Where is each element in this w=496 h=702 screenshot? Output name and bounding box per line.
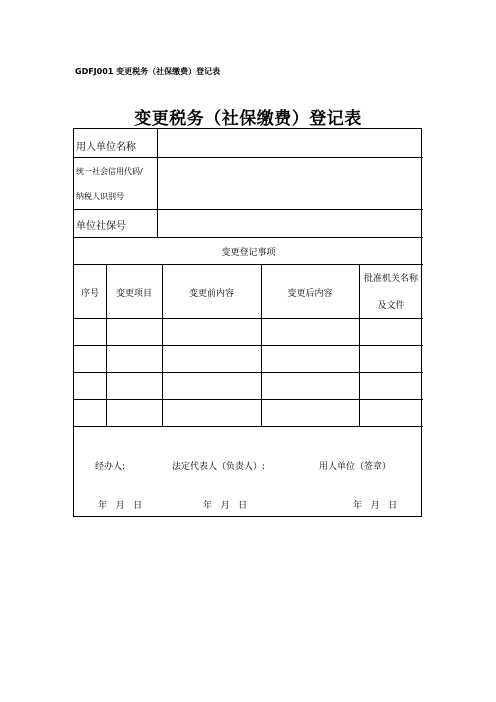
legal-representative-date: 年 月 日	[203, 501, 248, 511]
column-header-item: 变更项目	[115, 289, 152, 299]
table-row[interactable]	[74, 400, 423, 426]
column-header-after: 变更后内容	[287, 289, 333, 299]
employer-name-field[interactable]	[158, 130, 421, 156]
credit-code-field[interactable]	[158, 158, 421, 208]
column-header-before: 变更前内容	[188, 289, 234, 299]
section-title: 变更登记事项	[221, 248, 276, 258]
taxpayer-id-label: 纳税人识别号	[76, 192, 124, 201]
employer-seal-label: 用人单位（签章）	[319, 462, 392, 472]
credit-code-label: 统一社会信用代码/	[76, 167, 143, 176]
column-header-seq: 序号	[80, 289, 99, 299]
table-row[interactable]	[74, 373, 423, 399]
social-security-no-label: 单位社保号	[76, 221, 126, 232]
column-header-authority: 批准机关名称	[363, 274, 418, 284]
row-divider	[74, 426, 423, 427]
table-row[interactable]	[74, 346, 423, 372]
form-title: 变更税务（社保缴费）登记表	[134, 109, 362, 129]
legal-representative-label: 法定代表人（负责人）:	[172, 462, 266, 472]
social-security-no-field[interactable]	[158, 210, 421, 236]
handler-label: 经办人:	[95, 462, 126, 472]
table-row[interactable]	[74, 319, 423, 345]
row-divider	[74, 264, 423, 265]
registration-form-table	[73, 128, 422, 517]
employer-seal-date: 年 月 日	[353, 501, 398, 511]
handler-date: 年 月 日	[98, 501, 143, 511]
form-code: GDFJ001 变更税务（社保缴费）登记表	[75, 67, 221, 76]
column-header-authority-doc: 及文件	[377, 301, 405, 311]
employer-name-label: 用人单位名称	[76, 142, 136, 153]
row-divider	[74, 237, 423, 238]
